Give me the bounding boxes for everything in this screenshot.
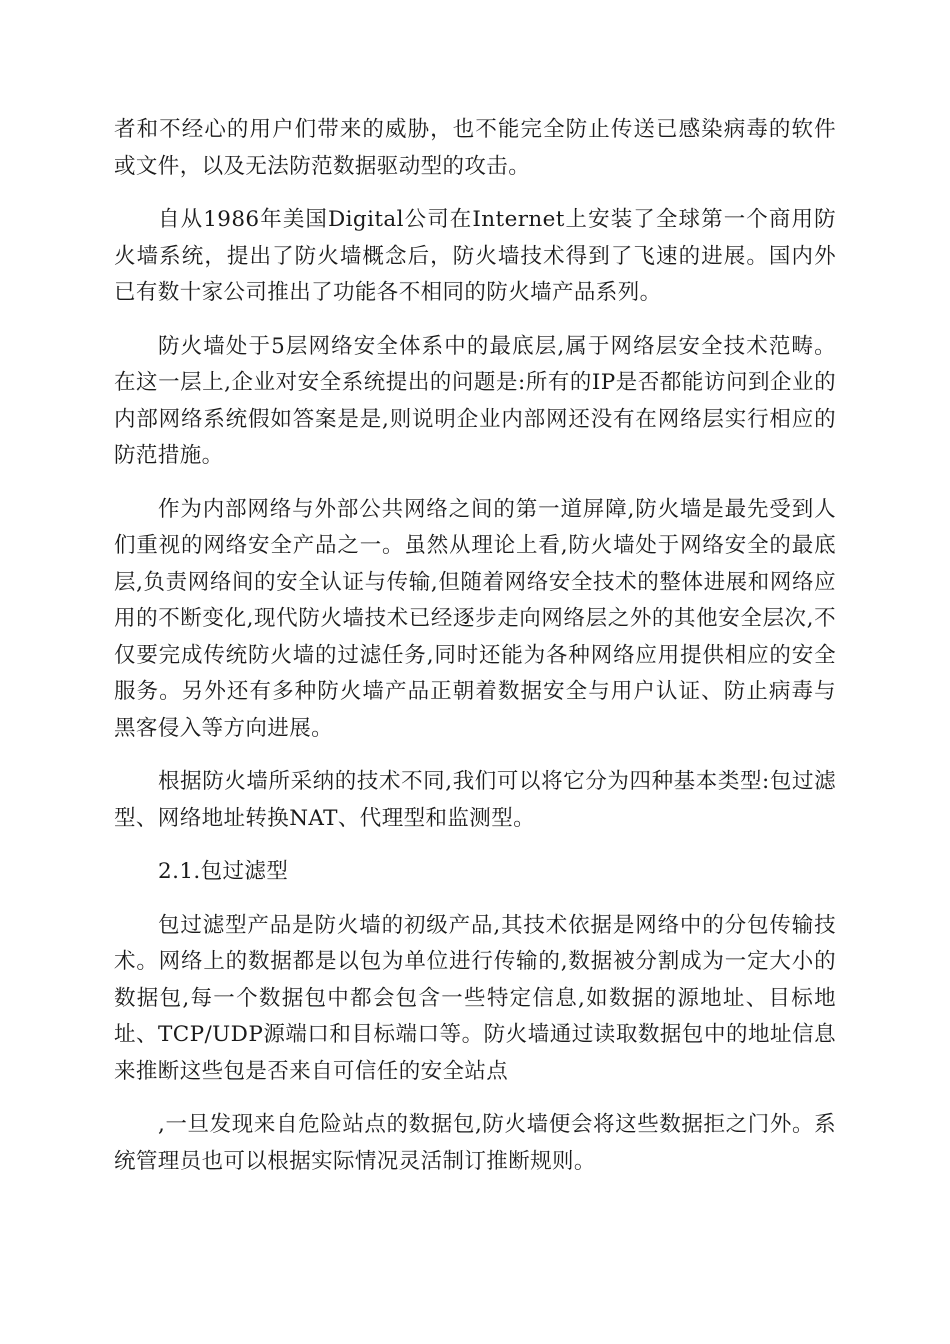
paragraph-5: 根据防火墙所采纳的技术不同,我们可以将它分为四种基本类型:包过滤型、网络地址转换NAT、代理型和监测型。 xyxy=(114,769,836,831)
paragraph-2: 自从1986年美国Digital公司在Internet上安装了全球第一个商用防火墙系统，提出了防火墙概念后，防火墙技术得到了飞速的进展。国内外已有数十家公司推出了功能各不相同的防火墙产品系列。 xyxy=(114,207,836,305)
paragraph-3: 防火墙处于5层网络安全体系中的最底层,属于网络层安全技术范畴。在这一层上,企业对安全系统提出的问题是:所有的IP是否都能访问到企业的内部网络系统假如答案是是,则说明企业内部网还没有在网络层实行相应的防范措施。 xyxy=(114,333,836,468)
paragraph-4: 作为内部网络与外部公共网络之间的第一道屏障,防火墙是最先受到人们重视的网络安全产品之一。虽然从理论上看,防火墙处于网络安全的最底层,负责网络间的安全认证与传输,但随着网络安全技术的整体进展和网络应用的不断变化,现代防火墙技术已经逐步走向网络层之外的其他安全层次,不仅要完成传统防火墙的过滤任务,同时还能为各种网络应用提供相应的安全服务。另外还有多种防火墙产品正朝着数据安全与用户认证、防止病毒与黑客侵入等方向进展。 xyxy=(114,496,836,741)
paragraph-6: 包过滤型产品是防火墙的初级产品,其技术依据是网络中的分包传输技术。网络上的数据都是以包为单位进行传输的,数据被分割成为一定大小的数据包,每一个数据包中都会包含一些特定信息,如数据的源地址、目标地址、TCP/UDP源端口和目标端口等。防火墙通过读取数据包中的地址信息来推断这些包是否来自可信任的安全站点 xyxy=(114,912,836,1084)
section-heading: 2.1.包过滤型 xyxy=(158,859,289,884)
paragraph-1: 者和不经心的用户们带来的威胁，也不能完全防止传送已感染病毒的软件或文件，以及无法防范数据驱动型的攻击。 xyxy=(114,117,836,179)
document-body xyxy=(114,112,836,1197)
paragraph-7: ,一旦发现来自危险站点的数据包,防火墙便会将这些数据拒之门外。系统管理员也可以根据实际情况灵活制订推断规则。 xyxy=(114,1112,836,1174)
